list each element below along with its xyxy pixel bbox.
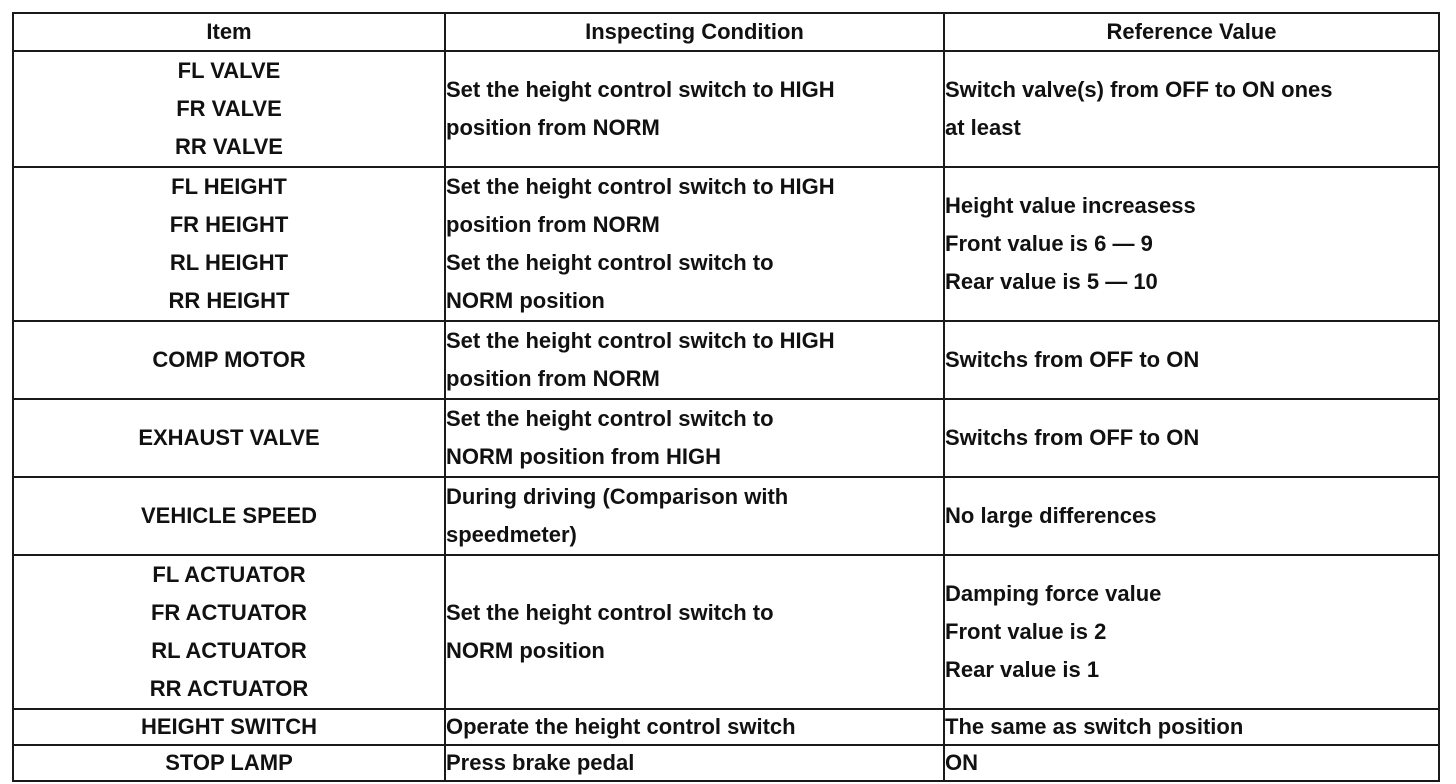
table-row bbox=[13, 709, 1439, 745]
condition-text: Set the height control switch to bbox=[446, 406, 774, 431]
header-row bbox=[13, 13, 1439, 51]
condition-text: NORM position from HIGH bbox=[446, 444, 721, 469]
item-label: VEHICLE SPEED bbox=[140, 503, 318, 528]
condition-text: position from NORM bbox=[446, 115, 660, 140]
table-row bbox=[13, 399, 1439, 477]
reference-text: ON bbox=[945, 750, 978, 775]
condition-text: Set the height control switch to HIGH bbox=[446, 174, 835, 199]
reference-cell bbox=[944, 709, 1439, 745]
table-row bbox=[13, 477, 1439, 555]
item-label: RR ACTUATOR bbox=[149, 676, 309, 701]
reference-cell bbox=[944, 167, 1439, 321]
condition-cell bbox=[445, 321, 944, 399]
reference-text: Damping force value bbox=[945, 581, 1162, 606]
condition-cell bbox=[445, 555, 944, 709]
reference-text: Switch valve(s) from OFF to ON ones bbox=[945, 77, 1333, 102]
reference-text: Rear value is 1 bbox=[945, 657, 1100, 682]
item-label: FL HEIGHT bbox=[171, 174, 287, 199]
item-cell bbox=[13, 709, 445, 745]
item-label: HEIGHT SWITCH bbox=[141, 714, 317, 739]
reference-text: Switchs from OFF to ON bbox=[945, 425, 1200, 450]
condition-cell bbox=[445, 477, 944, 555]
condition-text: Set the height control switch to HIGH bbox=[446, 77, 835, 102]
item-label: RL HEIGHT bbox=[169, 250, 289, 275]
header-item: Item bbox=[13, 13, 445, 51]
table-row bbox=[13, 167, 1439, 321]
item-cell bbox=[13, 555, 445, 709]
condition-text: Set the height control switch to bbox=[446, 600, 774, 625]
header-condition: Inspecting Condition bbox=[445, 13, 944, 51]
item-label: STOP LAMP bbox=[165, 750, 293, 775]
item-label: RL ACTUATOR bbox=[151, 638, 307, 663]
condition-cell bbox=[445, 709, 944, 745]
item-cell bbox=[13, 399, 445, 477]
item-label: FL ACTUATOR bbox=[152, 562, 306, 587]
item-cell bbox=[13, 167, 445, 321]
reference-text: Front value is 6 — 9 bbox=[945, 231, 1153, 256]
condition-text: Operate the height control switch bbox=[446, 714, 796, 739]
item-label: FR ACTUATOR bbox=[150, 600, 308, 625]
item-label: EXHAUST VALVE bbox=[138, 425, 320, 450]
condition-text: position from NORM bbox=[446, 212, 660, 237]
reference-cell bbox=[944, 555, 1439, 709]
condition-cell bbox=[445, 745, 944, 781]
condition-text: Set the height control switch to HIGH bbox=[446, 328, 835, 353]
reference-cell bbox=[944, 477, 1439, 555]
condition-text: Set the height control switch to bbox=[446, 250, 774, 275]
reference-text: Switchs from OFF to ON bbox=[945, 347, 1200, 372]
item-label: RR HEIGHT bbox=[168, 288, 290, 313]
reference-text: Rear value is 5 — 10 bbox=[945, 269, 1158, 294]
inspection-table bbox=[12, 12, 1440, 782]
reference-text: at least bbox=[945, 115, 1021, 140]
reference-cell bbox=[944, 399, 1439, 477]
condition-cell bbox=[445, 399, 944, 477]
table-row bbox=[13, 51, 1439, 167]
condition-text: position from NORM bbox=[446, 366, 660, 391]
header-reference: Reference Value bbox=[944, 13, 1439, 51]
item-label: COMP MOTOR bbox=[152, 347, 306, 372]
reference-text: Front value is 2 bbox=[945, 619, 1107, 644]
condition-cell bbox=[445, 167, 944, 321]
item-label: FL VALVE bbox=[177, 58, 281, 83]
reference-cell bbox=[944, 321, 1439, 399]
item-cell bbox=[13, 51, 445, 167]
item-cell bbox=[13, 477, 445, 555]
item-label: FR HEIGHT bbox=[169, 212, 289, 237]
item-label: FR VALVE bbox=[176, 96, 282, 121]
reference-cell bbox=[944, 51, 1439, 167]
table-row bbox=[13, 745, 1439, 781]
item-cell bbox=[13, 321, 445, 399]
condition-text: During driving (Comparison with bbox=[446, 484, 789, 509]
condition-text: NORM position bbox=[446, 638, 605, 663]
condition-text: NORM position bbox=[446, 288, 605, 313]
item-label: RR VALVE bbox=[175, 134, 283, 159]
table-row bbox=[13, 555, 1439, 709]
item-cell bbox=[13, 745, 445, 781]
condition-cell bbox=[445, 51, 944, 167]
table-row bbox=[13, 321, 1439, 399]
reference-cell bbox=[944, 745, 1439, 781]
reference-text: No large differences bbox=[945, 503, 1157, 528]
reference-text: Height value increasess bbox=[945, 193, 1196, 218]
condition-text: Press brake pedal bbox=[446, 750, 635, 775]
condition-text: speedmeter) bbox=[446, 522, 577, 547]
reference-text: The same as switch position bbox=[945, 714, 1244, 739]
